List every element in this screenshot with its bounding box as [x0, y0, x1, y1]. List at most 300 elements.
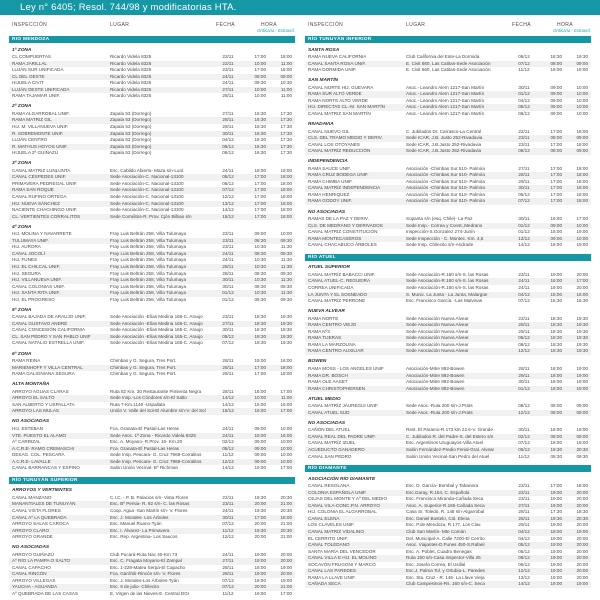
- fecha-cell: 24/11: [518, 284, 530, 290]
- hora-ordinaria-cell: 18:30: [550, 348, 562, 354]
- fecha-cell: 06/12: [222, 150, 234, 156]
- lugar-cell: Fray Luis Beltrán 258, Villa Tulumaya: [110, 244, 187, 250]
- hora-ordinaria-cell: 17:00: [550, 128, 562, 134]
- zone-heading: ARROYOS Y VERTIENTES: [12, 488, 72, 494]
- hora-extraord-cell: 17:30: [280, 143, 292, 149]
- inspeccion-cell: RAMA OLE AASET: [308, 379, 348, 385]
- inspeccion-cell: CANAL VILA-CONC.P.N. ARROYO: [308, 502, 380, 508]
- hora-ordinaria-cell: 10:00: [254, 93, 266, 99]
- lugar-cell: Asoc.- Leandro Alem 1217-San Martín: [406, 84, 485, 90]
- hora-ordinaria-cell: 17:00: [254, 514, 266, 520]
- hora-ordinaria-cell: 18:30: [550, 335, 562, 341]
- hora-ordinaria-cell: 18:30: [550, 315, 562, 321]
- hora-ordinaria-cell: 09:00: [254, 425, 266, 431]
- lugar-cell: Ricardo Videla 8325: [110, 67, 152, 73]
- hora-extraord-cell: 18:00: [576, 483, 588, 489]
- inspeccion-cell: CANAL ATUEL-C. REGUEIRA: [308, 278, 371, 284]
- hora-ordinaria-cell: 15:00: [254, 401, 266, 407]
- zone-heading: INDEPENDENCIA: [308, 159, 348, 165]
- hora-extraord-cell: 20:00: [576, 542, 588, 548]
- inspeccion-cell: RAMA NUEVA CALIFORNIA: [308, 54, 367, 60]
- fecha-cell: 01/12: [518, 222, 530, 228]
- fecha-cell: 05/12: [518, 542, 530, 548]
- inspeccion-cell: Aº QUEBRADA DE LAS CASAS: [12, 591, 79, 597]
- hora-extraord-cell: 10:00: [576, 222, 588, 228]
- inspeccion-cell: CL DEL OESTE: [12, 73, 45, 79]
- fecha-cell: 23/11: [222, 237, 234, 243]
- inspection-group: [9, 352, 295, 378]
- fecha-cell: 04/12: [222, 137, 234, 143]
- hora-ordinaria-cell: 16:30: [254, 143, 266, 149]
- inspeccion-cell: CEJAS DEL MONTE Y Aº DEL MEDIO: [308, 496, 388, 502]
- fecha-cell: 06/12: [518, 403, 530, 409]
- inspeccion-cell: RAMA CHRISTOPHERSEN: [308, 385, 366, 391]
- fecha-cell: 11/12: [518, 67, 530, 73]
- header-lugar: LUGAR: [110, 22, 130, 28]
- lugar-cell: Sede Asociación Nueva Alvear: [406, 348, 469, 354]
- inspeccion-cell: LUJÁN OESTE UNIFICADA: [12, 86, 70, 92]
- fecha-cell: 24/11: [222, 257, 234, 263]
- river-section-band: RÍO TUNUYÁN INFERIOR: [305, 36, 591, 43]
- inspeccion-cell: CANAL MATRÍZ REDUCCIÓN: [308, 148, 371, 154]
- hora-ordinaria-cell: 17:00: [254, 371, 266, 377]
- hora-ordinaria-cell: 10:30: [254, 244, 266, 250]
- inspeccion-cell: A.C.R.E- LAVALLE: [12, 458, 51, 464]
- inspeccion-cell: ARROYO EL SALTO: [12, 395, 55, 401]
- hora-extraord-cell: 20:00: [576, 522, 588, 528]
- lugar-cell: Esc. Sta. Cruz - R. 146- La Llave Vieja: [406, 574, 485, 580]
- hora-ordinaria-cell: 16:00: [550, 216, 562, 222]
- inspeccion-cell: CANAL RUFINO ORTEGA: [12, 193, 67, 199]
- hora-ordinaria-cell: 19:00: [254, 551, 266, 557]
- hora-ordinaria-cell: 09:00: [550, 97, 562, 103]
- inspeccion-cell: CL. VERTIENTES CORRALITOS: [12, 213, 81, 219]
- hora-ordinaria-cell: 17:00: [550, 178, 562, 184]
- hora-ordinaria-cell: 17:00: [550, 198, 562, 204]
- inspeccion-cell: CANAL TOLEDANO: [308, 542, 350, 548]
- hora-extraord-cell: 17:00: [576, 278, 588, 284]
- fecha-cell: 02/12: [222, 439, 234, 445]
- hora-ordinaria-cell: 18:00: [550, 528, 562, 534]
- hora-ordinaria-cell: 19:30: [550, 515, 562, 521]
- hora-ordinaria-cell: 09:00: [550, 104, 562, 110]
- fecha-cell: 12/12: [518, 409, 530, 415]
- hora-ordinaria-cell: 16:30: [254, 137, 266, 143]
- fecha-cell: 06/12: [518, 561, 530, 567]
- hora-extraord-cell: 16:00: [280, 432, 292, 438]
- column-right: [305, 22, 591, 600]
- hora-ordinaria-cell: 15:00: [550, 291, 562, 297]
- inspeccion-cell: CANAL LOS OTOYANES: [308, 141, 360, 147]
- hora-ordinaria-cell: 08:30: [254, 250, 266, 256]
- hora-extraord-cell: 18:00: [280, 200, 292, 206]
- river-section: [305, 465, 591, 588]
- table-row: [9, 150, 295, 157]
- hora-ordinaria-cell: 08:00: [550, 148, 562, 154]
- hora-ordinaria-cell: 19:00: [550, 271, 562, 277]
- inspeccion-cell: CL. SAN PEDRO Y SAN PABLO UNIF: [12, 333, 91, 339]
- fecha-cell: 29/11: [518, 328, 530, 334]
- hora-extraord-cell: 19:30: [576, 341, 588, 347]
- inspeccion-cell: R. MATHUS HOYOS UNIF.: [12, 143, 68, 149]
- inspeccion-cell: CANAL MATRIZ LUNLUNTA: [12, 167, 71, 173]
- hora-ordinaria-cell: 09:00: [254, 452, 266, 458]
- lugar-cell: Ricardo Videla 8325: [110, 54, 152, 60]
- inspeccion-cell: CANAL MATRÍZ BABACCI UNIF.: [308, 271, 376, 277]
- hora-extraord-cell: 18:00: [576, 128, 588, 134]
- fecha-cell: 12/12: [222, 458, 234, 464]
- lugar-cell: Sede Asociación Nueva Alvear: [406, 315, 469, 321]
- fecha-cell: 01/12: [222, 296, 234, 302]
- hora-extraord-cell: 20:30: [280, 527, 292, 533]
- lugar-cell: Zapala 53 (Dorrego): [110, 130, 152, 136]
- inspeccion-cell: CANAL MATRIZ SAN MARTÍN: [308, 110, 371, 116]
- hora-ordinaria-cell: 15:30: [550, 298, 562, 304]
- lugar-cell: Esc. Manuel Ruano-Tyán: [110, 521, 162, 527]
- hora-ordinaria-cell: 18:00: [550, 365, 562, 371]
- fecha-cell: 28/11: [222, 117, 234, 123]
- lugar-cell: Asociación -Chimbas Sur 510- Palmira: [406, 178, 485, 184]
- inspeccion-cell: ACUEDUCTO GANADERO: [308, 446, 365, 452]
- table-row: [305, 111, 591, 118]
- lugar-cell: C.I.C. - P. B. Palacios s/n- Vista Flores: [110, 494, 189, 500]
- hora-extraord-cell: 19:00: [576, 528, 588, 534]
- hora-extraord-cell: 10:00: [280, 458, 292, 464]
- lugar-cell: Sede Asociación Nueva Alvear: [406, 335, 469, 341]
- hora-extraord-cell: 18:00: [576, 165, 588, 171]
- hora-extraord-cell: 10:00: [576, 235, 588, 241]
- hora-extraord-cell: 10:30: [280, 80, 292, 86]
- hora-extraord-cell: 09:00: [576, 135, 588, 141]
- hora-ordinaria-cell: 19:30: [254, 527, 266, 533]
- hora-extraord-cell: 09:00: [576, 409, 588, 415]
- hora-ordinaria-cell: 17:00: [254, 67, 266, 73]
- hora-ordinaria-cell: 19:00: [550, 496, 562, 502]
- hora-ordinaria-cell: 15:00: [254, 358, 266, 364]
- hora-extraord-cell: 18:00: [280, 364, 292, 370]
- fecha-cell: 07/12: [222, 577, 234, 583]
- hora-extraord-cell: 20:00: [576, 561, 588, 567]
- hora-extraord-cell: 11:30: [280, 263, 292, 269]
- fecha-cell: 06/12: [518, 446, 530, 452]
- hora-extraord-cell: 10:00: [576, 91, 588, 97]
- hora-extraord-cell: 09:30: [280, 283, 292, 289]
- lugar-cell: Salón Fernández-Predio Ferial-Gral. Alvear: [406, 446, 495, 452]
- fecha-cell: 01/12: [222, 290, 234, 296]
- zone-heading: 5ª ZONA: [12, 307, 32, 313]
- lugar-cell: Casa Sr. Toledo, R. 146 s/n-Algarrobal: [406, 509, 485, 515]
- fecha-cell: 27/11: [222, 86, 234, 92]
- lugar-cell: Fca. Granata-El Pastal-Las Heras: [110, 445, 179, 451]
- fecha-cell: 22/11: [518, 483, 530, 489]
- inspeccion-cell: CANAL Aº LA QUEBRADA: [12, 514, 67, 520]
- hora-extraord-cell: 20:30: [576, 515, 588, 521]
- fecha-cell: 07/12: [518, 440, 530, 446]
- fecha-cell: 23/11: [222, 67, 234, 73]
- inspection-group: [305, 265, 591, 304]
- hora-ordinaria-cell: 09:00: [550, 84, 562, 90]
- hora-extraord-cell: 18:00: [280, 514, 292, 520]
- hora-extraord-cell: 09:00: [280, 73, 292, 79]
- table-area: [0, 15, 600, 600]
- inspeccion-cell: RAMA MONTECASEROS: [308, 235, 362, 241]
- hora-extraord-cell: 20:00: [576, 568, 588, 574]
- river-section: [9, 36, 295, 472]
- fecha-cell: 30/11: [518, 427, 530, 433]
- lugar-cell: Ruta 150 s/n-Casa inspector-Villa 25: [406, 555, 481, 561]
- hora-extraord-cell: 16:00: [280, 358, 292, 364]
- lugar-cell: Esc. Daniel Bustelo, Col. Elena: [406, 515, 470, 521]
- lugar-cell: Sede Asociación-R.160 s/n-S. las Rosas: [406, 271, 489, 277]
- table-row: [9, 214, 295, 221]
- lugar-cell: E. Civit 660, Las Catitas-Sede Asociación: [406, 60, 491, 66]
- hora-ordinaria-cell: 18:00: [550, 242, 562, 248]
- lugar-cell: E. Civit 660, Las Catitas-Sede Asociación: [406, 67, 491, 73]
- lugar-cell: Fray Luis Beltrán 258, Villa Tulumaya: [110, 250, 187, 256]
- fecha-cell: 28/11: [222, 564, 234, 570]
- hora-ordinaria-cell: 16:00: [254, 465, 266, 471]
- table-row: [9, 408, 295, 415]
- inspection-group: [305, 210, 591, 249]
- lugar-cell: Fray Luis Beltrán 258, Villa Tulumaya: [110, 257, 187, 263]
- fecha-cell: 22/11: [518, 489, 530, 495]
- hora-extraord-cell: 18:00: [576, 178, 588, 184]
- fecha-cell: 23/11: [518, 496, 530, 502]
- lugar-cell: Sede Asoc.-Ruta 200 s/n-J.Prats: [406, 409, 473, 415]
- lugar-cell: Sede Asociación -Elías Medina 165-C. Araujo: [110, 333, 203, 339]
- fecha-cell: 14/12: [518, 242, 530, 248]
- hora-extraord-cell: 10:00: [576, 97, 588, 103]
- fecha-cell: 30/11: [518, 185, 530, 191]
- lugar-cell: Del. Municipal-A. Calle 7200-El Cerrito: [406, 535, 485, 541]
- fecha-cell: 01/12: [518, 91, 530, 97]
- hora-extraord-cell: 17:30: [280, 137, 292, 143]
- header-hora-note: Ordinaria - Extraord.: [257, 28, 295, 33]
- lugar-cell: Ricardo Videla 8325: [110, 86, 152, 92]
- fecha-cell: 28/11: [222, 93, 234, 99]
- hora-extraord-cell: 18:00: [280, 174, 292, 180]
- table-row: [305, 242, 591, 249]
- hora-ordinaria-cell: 10:00: [254, 60, 266, 66]
- hora-ordinaria-cell: 19:00: [550, 542, 562, 548]
- fecha-cell: 13/12: [222, 200, 234, 206]
- inspeccion-cell: CANAL SANTA ROSA UNIF.: [308, 60, 366, 66]
- fecha-cell: 04/12: [518, 97, 530, 103]
- inspeccion-cell: HIJUELA CIVIT: [12, 80, 44, 86]
- fecha-cell: 24/11: [222, 167, 234, 173]
- lugar-cell: Sede Asociación-C. Nacional-13100: [110, 200, 184, 206]
- hora-ordinaria-cell: 17:00: [254, 193, 266, 199]
- hora-extraord-cell: 11:30: [280, 277, 292, 283]
- fecha-cell: 27/11: [518, 165, 530, 171]
- hora-ordinaria-cell: 18:00: [254, 577, 266, 583]
- fecha-cell: 28/11: [222, 358, 234, 364]
- hora-extraord-cell: 20:00: [576, 496, 588, 502]
- lugar-cell: Coop. Agua -San Martín s/n- V. Flores: [110, 507, 188, 513]
- inspeccion-cell: CLS. DEL TRAMO MEDIO Y DERIV.: [308, 135, 383, 141]
- hora-extraord-cell: 20:00: [280, 558, 292, 564]
- hora-ordinaria-cell: 10:30: [254, 263, 266, 269]
- table-row: [305, 67, 591, 74]
- hora-extraord-cell: 20:00: [576, 574, 588, 580]
- zone-heading: NUEVA ALVEAR: [308, 309, 345, 315]
- lugar-cell: Sede Insp. Chilecito s/n-Andrade: [406, 242, 474, 248]
- hora-ordinaria-cell: 09:00: [254, 445, 266, 451]
- hora-extraord-cell: 11:00: [280, 395, 292, 401]
- fecha-cell: 28/11: [222, 388, 234, 394]
- hora-ordinaria-cell: 15:00: [254, 432, 266, 438]
- lugar-cell: Asociación -Chimbas Sur 510- Palmira: [406, 198, 485, 204]
- inspeccion-cell: RAMA NORTE ALTO VERDE: [308, 97, 368, 103]
- header-hora-note: Ordinaria - Extraord.: [553, 28, 591, 33]
- hora-ordinaria-cell: 19:00: [550, 522, 562, 528]
- hora-extraord-cell: 19:00: [576, 67, 588, 73]
- hora-extraord-cell: 20:30: [280, 507, 292, 513]
- lugar-cell: Sede Insp.- Correa y Const.,Medrano: [406, 222, 483, 228]
- lugar-cell: Fca. Garófoli-Rincón s/n- V. Flores: [110, 571, 181, 577]
- inspeccion-cell: SAN ALBERTO Y USPALLATA: [12, 401, 75, 407]
- lugar-cell: Asoc.- Leandro Alem 1217-San Martín: [406, 110, 485, 116]
- lugar-cell: Esc.Garay, R.154, C. Española: [406, 489, 470, 495]
- hora-ordinaria-cell: 09:00: [550, 91, 562, 97]
- lugar-cell: Zapala 53 (Dorrego): [110, 143, 152, 149]
- hora-extraord-cell: 18:00: [280, 180, 292, 186]
- inspeccion-cell: RAMA CHIMBA UNIF.: [308, 178, 353, 184]
- hora-ordinaria-cell: 08:00: [550, 135, 562, 141]
- hora-extraord-cell: 17:30: [280, 117, 292, 123]
- inspeccion-cell: RAMA ALGARROBAL UNIF.: [12, 110, 70, 116]
- lugar-cell: Sede Asociación-C. Nacional-13100: [110, 207, 184, 213]
- hora-extraord-cell: 19:30: [280, 327, 292, 333]
- fecha-cell: 29/11: [222, 371, 234, 377]
- hora-ordinaria-cell: 20:00: [254, 584, 266, 590]
- hora-extraord-cell: 10:00: [280, 231, 292, 237]
- hora-extraord-cell: 17:30: [280, 150, 292, 156]
- fecha-cell: 15/12: [222, 408, 234, 414]
- hora-extraord-cell: 09:00: [576, 403, 588, 409]
- inspeccion-cell: HIJ. NUEVA SÁNCHEZ: [12, 200, 60, 206]
- hora-ordinaria-cell: 16:00: [254, 408, 266, 414]
- fecha-cell: 07/12: [222, 521, 234, 527]
- lugar-cell: Ruta 82 Km. 30 Restaurante Pimienta Negra: [110, 388, 202, 394]
- inspeccion-cell: CANAL RINCÓN: [12, 571, 47, 577]
- hora-extraord-cell: 11:00: [280, 86, 292, 92]
- hora-extraord-cell: 19:30: [576, 315, 588, 321]
- fecha-cell: 04/12: [518, 535, 530, 541]
- table-row: [9, 534, 295, 541]
- hora-extraord-cell: 19:00: [576, 372, 588, 378]
- zone-heading: NO ASOCIADAS: [308, 420, 346, 426]
- lugar-cell: Sede Asociación-C. Nacional-13100: [110, 187, 184, 193]
- table-row: [305, 348, 591, 355]
- fecha-cell: 12/12: [222, 193, 234, 199]
- lugar-cell: Fca. Granata-El Pastal-Las Heras: [110, 425, 179, 431]
- hora-extraord-cell: 19:00: [280, 564, 292, 570]
- hora-extraord-cell: 18:00: [280, 213, 292, 219]
- hora-extraord-cell: 19:00: [576, 581, 588, 587]
- lugar-cell: Club Campesinos-Rs. 160 s/n-C. Seca: [406, 581, 485, 587]
- fecha-cell: 14/12: [222, 465, 234, 471]
- fecha-cell: 05/12: [518, 104, 530, 110]
- lugar-cell: Asociación-Mitre 892-Bowen: [406, 379, 465, 385]
- hora-ordinaria-cell: 19:00: [254, 571, 266, 577]
- hora-extraord-cell: 11:30: [280, 244, 292, 250]
- fecha-cell: 30/11: [222, 514, 234, 520]
- fecha-cell: 23/11: [222, 244, 234, 250]
- inspeccion-cell: CANAL BAJADA DE ARAUJO UNIF.: [12, 314, 87, 320]
- hora-ordinaria-cell: 09:00: [550, 235, 562, 241]
- inspeccion-cell: CANAL MATRÍZ JÁUREGUI UNIF.: [308, 403, 379, 409]
- zone-heading: BOWEN: [308, 359, 327, 365]
- inspeccion-cell: Aº CARRIZAL: [12, 439, 41, 445]
- inspeccion-cell: VTE. PUESTO EL ALAMO: [12, 432, 67, 438]
- hora-extraord-cell: 21:00: [280, 534, 292, 540]
- fecha-cell: 27/11: [222, 110, 234, 116]
- hora-extraord-cell: 20:00: [280, 551, 292, 557]
- zone-heading: NO ASOCIADAS: [308, 209, 346, 215]
- fecha-cell: 24/11: [222, 425, 234, 431]
- hora-extraord-cell: 09:30: [280, 237, 292, 243]
- lugar-cell: Esc. J. Morales-Los Árboles-Tyán: [110, 577, 179, 583]
- fecha-cell: 22/11: [222, 494, 234, 500]
- lugar-cell: Esc. Bº Persia- R. 92 s/n- C. las Rosas: [110, 501, 190, 507]
- hora-ordinaria-cell: 09:00: [254, 458, 266, 464]
- lugar-cell: Chimbas y G. Segura, Tres Port.: [110, 364, 177, 370]
- hora-extraord-cell: 09:30: [576, 453, 588, 459]
- zone-heading: SAN MARTÍN: [308, 78, 339, 84]
- hora-extraord-cell: 18:00: [576, 172, 588, 178]
- inspeccion-cell: CANAL MATRÍZ IZUEL: [308, 440, 356, 446]
- lugar-cell: Esc. 1-228-Matea Serpa-El Capacho: [110, 564, 186, 570]
- fecha-cell: 06/12: [518, 555, 530, 561]
- lugar-cell: Sede ICAR, J.B.Justo 252-Rivadavia: [406, 141, 482, 147]
- hora-extraord-cell: 10:00: [576, 104, 588, 110]
- inspection-group: [305, 122, 591, 155]
- hora-ordinaria-cell: 17:00: [254, 200, 266, 206]
- inspeccion-cell: CL COMPUERTAS: [12, 54, 51, 60]
- hora-ordinaria-cell: 10:30: [254, 290, 266, 296]
- header-hora: HORA Ordinaria - Extraord.: [243, 22, 295, 33]
- inspection-group: [9, 104, 295, 156]
- inspection-group: [9, 488, 295, 540]
- inspeccion-cell: RAMA TIJERAS: [308, 335, 342, 341]
- inspeccion-cell: CANAL VISTA FLORES: [12, 507, 61, 513]
- hora-ordinaria-cell: 10:00: [254, 395, 266, 401]
- hora-ordinaria-cell: 17:00: [550, 172, 562, 178]
- lugar-cell: Rest. El Páramo-R.173 km 22.6-V. Grande: [406, 427, 493, 433]
- zone-heading: NO ASOCIADAS: [12, 545, 50, 551]
- fecha-cell: 12/12: [222, 534, 234, 540]
- column-header: [305, 22, 591, 33]
- hora-extraord-cell: 21:00: [280, 521, 292, 527]
- inspeccion-cell: ARROYO GRANDE: [12, 534, 53, 540]
- hora-ordinaria-cell: 19:30: [550, 446, 562, 452]
- fecha-cell: 05/12: [518, 191, 530, 197]
- lugar-cell: Sede Asociación-C. Nacional-13100: [110, 193, 184, 199]
- fecha-cell: 29/11: [518, 372, 530, 378]
- fecha-cell: 27/11: [222, 320, 234, 326]
- lugar-cell: Sede Asociación-C. Nacional-13100: [110, 180, 184, 186]
- inspeccion-cell: CANAL VILLA E HIJ. EL MOLINO: [308, 555, 377, 561]
- inspeccion-cell: CANAL NORTE HIJ. GUEVARA: [308, 84, 374, 90]
- inspeccion-cell: CANAL BARRANCAS Y ESPINO: [12, 465, 80, 471]
- inspection-group: [9, 419, 295, 471]
- fecha-cell: 22/11: [222, 54, 234, 60]
- inspection-group: [305, 477, 591, 588]
- hora-extraord-cell: 16:00: [280, 401, 292, 407]
- hora-ordinaria-cell: 20:00: [254, 501, 266, 507]
- hora-extraord-cell: 09:00: [576, 148, 588, 154]
